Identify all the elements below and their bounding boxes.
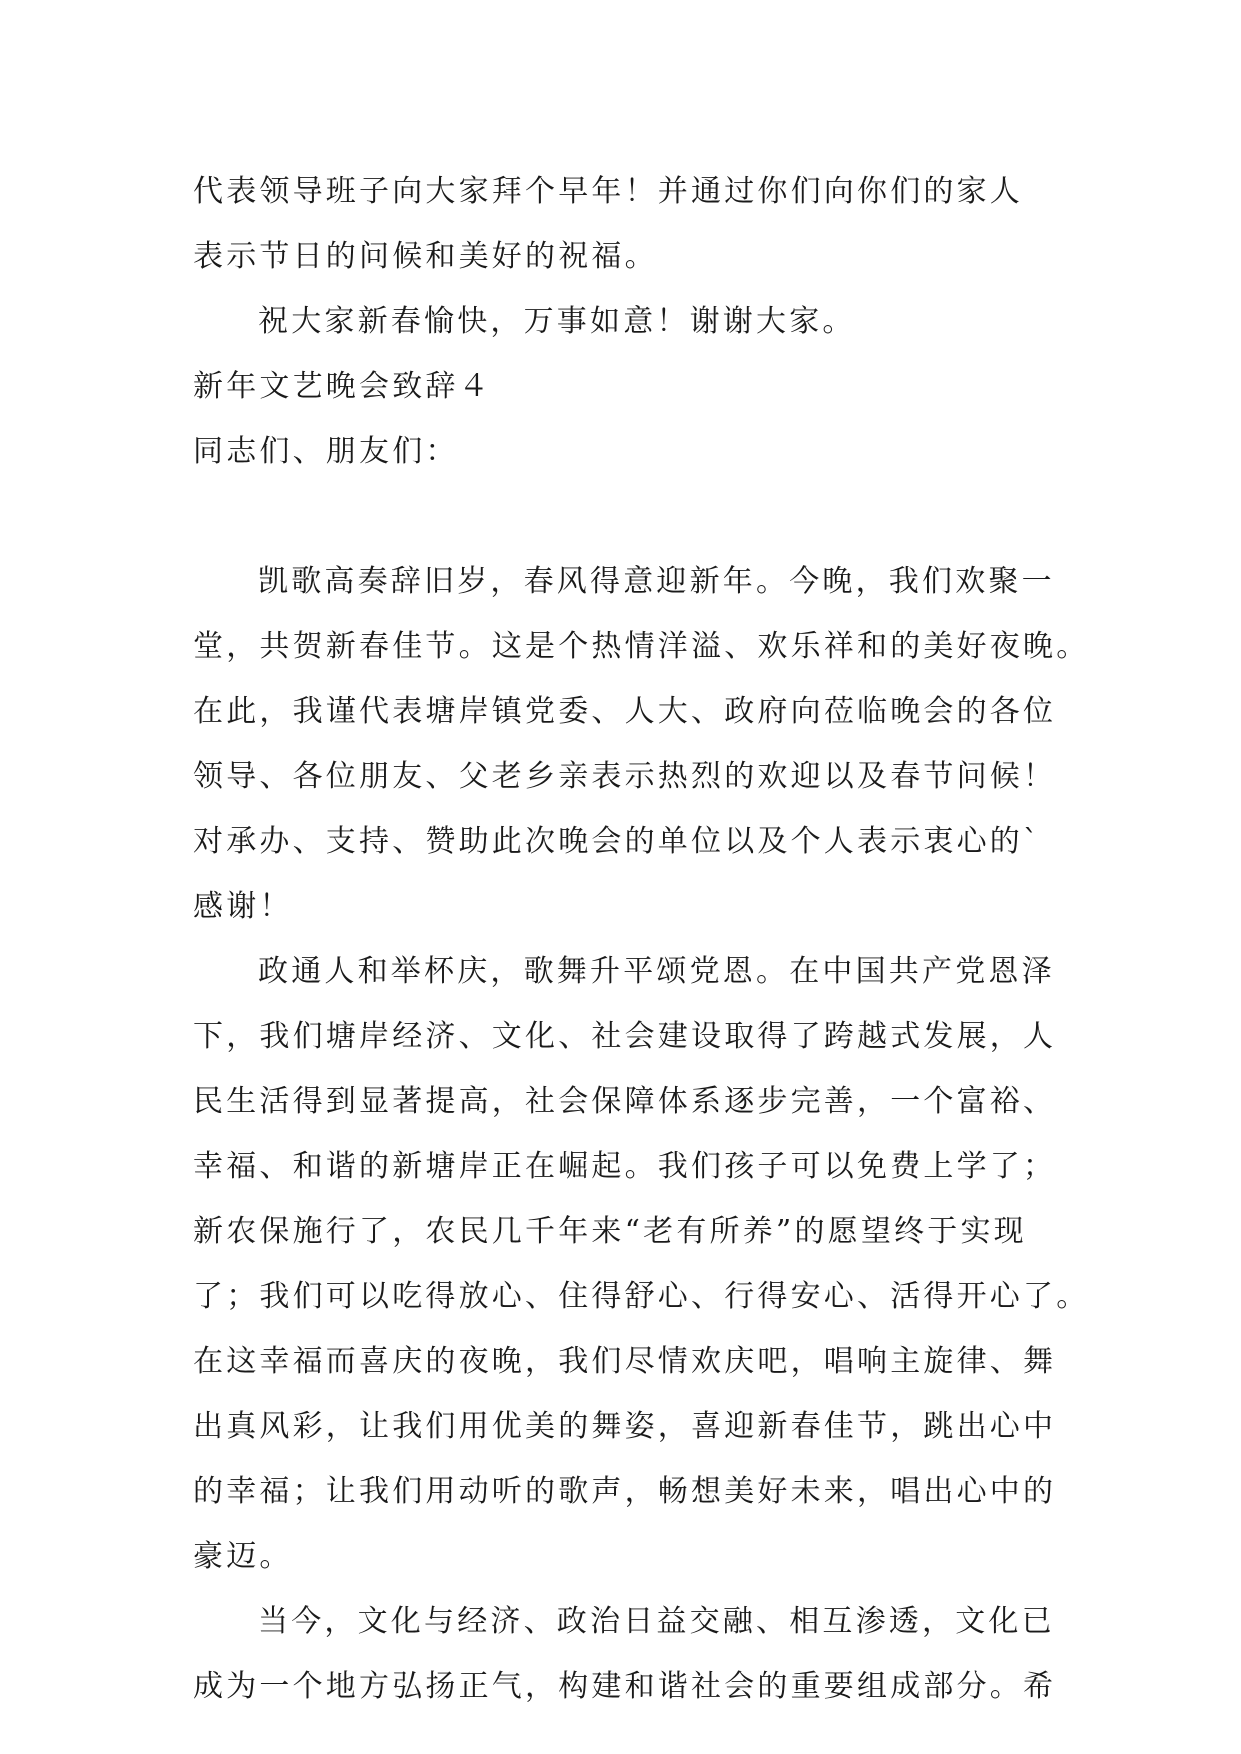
text-line: 下，我们塘岸经济、文化、社会建设取得了跨越式发展，人 [193,1019,1057,1054]
salutation: 同志们、朋友们： [193,434,459,469]
text-line: 感谢！ [193,889,293,924]
text-line: 在此，我谨代表塘岸镇党委、人大、政府向莅临晚会的各位 [193,694,1057,729]
text-line: 对承办、支持、赞助此次晚会的单位以及个人表示衷心的` [193,824,1042,859]
text-line: 表示节日的问候和美好的祝福。 [193,239,658,274]
paragraph-line: 政通人和举杯庆，歌舞升平颂党恩。在中国共产党恩泽 [258,954,1055,989]
text-line: 堂，共贺新春佳节。这是个热情洋溢、欢乐祥和的美好夜晚。 [193,629,1090,664]
text-line: 民生活得到显著提高，社会保障体系逐步完善，一个富裕、 [193,1084,1057,1119]
paragraph-line: 当今，文化与经济、政治日益交融、相互渗透，文化已 [258,1604,1055,1639]
text-line: 豪迈。 [193,1539,293,1574]
text-line: 幸福、和谐的新塘岸正在崛起。我们孩子可以免费上学了； [193,1149,1057,1184]
text-line: 的幸福；让我们用动听的歌声，畅想美好未来，唱出心中的 [193,1474,1057,1509]
text-line: 成为一个地方弘扬正气，构建和谐社会的重要组成部分。希 [193,1669,1057,1704]
paragraph-line: 凯歌高奏辞旧岁，春风得意迎新年。今晚，我们欢聚一 [258,564,1055,599]
text-line: 领导、各位朋友、父老乡亲表示热烈的欢迎以及春节问候！ [193,759,1057,794]
text-line: 出真风彩，让我们用优美的舞姿，喜迎新春佳节，跳出心中 [193,1409,1057,1444]
text-line: 了；我们可以吃得放心、住得舒心、行得安心、活得开心了。 [193,1279,1090,1314]
section-heading: 新年文艺晚会致辞４ [193,369,492,404]
paragraph-line: 祝大家新春愉快，万事如意！谢谢大家。 [258,304,856,339]
text-line: 新农保施行了，农民几千年来“老有所养”的愿望终于实现 [193,1214,1027,1249]
text-line: 代表领导班子向大家拜个早年！并通过你们向你们的家人 [193,174,1023,209]
text-line: 在这幸福而喜庆的夜晚，我们尽情欢庆吧，唱响主旋律、舞 [193,1344,1057,1379]
blank-line [193,484,1083,549]
document-body [193,159,1090,1719]
